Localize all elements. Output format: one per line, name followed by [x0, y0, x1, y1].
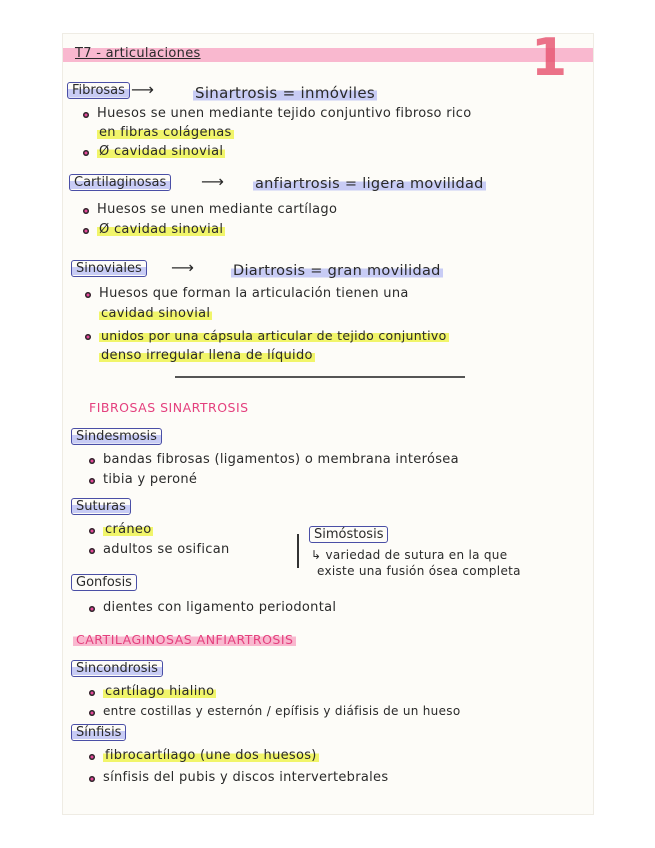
bullet-icon [83, 150, 89, 156]
arrow-icon: ⟶ [171, 258, 194, 277]
notebook-page [63, 34, 593, 814]
label-sinfisis: Sínfisis [71, 724, 126, 741]
text-line: denso irregular llena de líquido [101, 348, 313, 363]
arrow-icon: ⟶ [131, 80, 154, 99]
label-suturas: Suturas [71, 498, 131, 515]
bullet-icon [89, 690, 95, 696]
bullet-icon [85, 334, 91, 340]
label-cartilaginosas: Cartilaginosas [69, 174, 171, 191]
text-line: Huesos que forman la articulación tienen una [99, 286, 409, 301]
text-line: existe una fusión ósea completa [317, 564, 521, 578]
result-sinartrosis: Sinartrosis = inmóviles [195, 84, 375, 102]
label-gonfosis: Gonfosis [71, 574, 137, 591]
bullet-icon [83, 112, 89, 118]
text-line: fibrocartílago (une dos huesos) [105, 748, 317, 763]
text-line: Ø cavidad sinovial [99, 144, 224, 159]
bullet-icon [89, 710, 95, 716]
text-line: dientes con ligamento periodontal [103, 600, 337, 615]
bullet-icon [89, 548, 95, 554]
text-line: cavidad sinovial [101, 306, 211, 321]
separator [297, 534, 299, 568]
page-number: 1 [531, 34, 568, 88]
text-line: tibia y peroné [103, 472, 198, 487]
bullet-icon [85, 292, 91, 298]
text-line: adultos se osifican [103, 542, 230, 557]
page-title: T7 - articulaciones [75, 46, 201, 61]
text-line: ↳ variedad de sutura en la que [311, 548, 508, 562]
bullet-icon [83, 208, 89, 214]
text-line: cráneo [105, 522, 152, 537]
text-line: entre costillas y esternón / epífisis y diáfisis de un hueso [103, 704, 461, 718]
label-simostosis: Simóstosis [309, 526, 388, 543]
result-anfiartrosis: anfiartrosis = ligera movilidad [255, 176, 484, 192]
bullet-icon [89, 458, 95, 464]
text-line: Huesos se unen mediante tejido conjuntivo fibroso rico [97, 106, 472, 121]
text-line: cartílago hialino [105, 684, 215, 699]
label-sindesmosis: Sindesmosis [71, 428, 162, 445]
section-heading-fibrosas: FIBROSAS SINARTROSIS [89, 400, 249, 415]
section-heading-cartilaginosas: CARTILAGINOSAS ANFIARTROSIS [73, 632, 296, 647]
bullet-icon [89, 528, 95, 534]
bullet-icon [89, 606, 95, 612]
bullet-icon [83, 228, 89, 234]
bullet-icon [89, 754, 95, 760]
label-sinoviales: Sinoviales [71, 260, 147, 277]
result-diartrosis: Diartrosis = gran movilidad [233, 263, 441, 279]
bullet-icon [89, 478, 95, 484]
label-sincondrosis: Sincondrosis [71, 660, 163, 677]
text-line: unidos por una cápsula articular de tejido conjuntivo [101, 328, 447, 343]
text-line: Ø cavidad sinovial [99, 222, 224, 237]
label-fibrosas: Fibrosas [67, 82, 130, 99]
text-line: bandas fibrosas (ligamentos) o membrana interósea [103, 452, 459, 467]
text-line: en fibras colágenas [99, 125, 232, 140]
section-divider [175, 376, 465, 378]
bullet-icon [89, 776, 95, 782]
arrow-icon: ⟶ [201, 172, 224, 191]
text-line: sínfisis del pubis y discos intervertebrales [103, 770, 389, 785]
text-line: Huesos se unen mediante cartílago [97, 202, 338, 217]
